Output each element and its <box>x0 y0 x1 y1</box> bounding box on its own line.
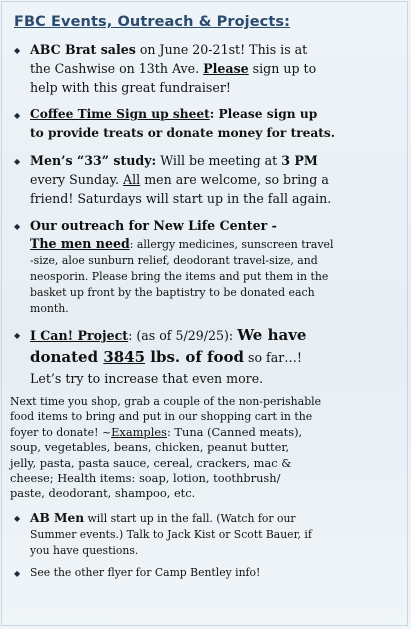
brat-sales-location: the Cashwise on 13th Ave. <box>30 61 204 76</box>
coffee-time-signup-link[interactable]: Coffee Time Sign up sheet <box>30 107 210 121</box>
mens-study-sunday: every Sunday. <box>30 172 124 187</box>
diamond-bullet-icon: ◆ <box>14 331 21 340</box>
list-item-camp-bentley <box>10 565 405 581</box>
new-life-line-4: neosporin. Please bring the items and put them in the <box>30 270 329 283</box>
mens-study-all: All <box>123 172 141 187</box>
mens-study-heading: Men’s “33” study: <box>30 153 157 168</box>
i-can-we-have: We have <box>237 326 307 344</box>
paragraph-line-4: soup, vegetables, beans, chicken, peanut butter, <box>10 440 290 455</box>
diamond-bullet-icon: ◆ <box>14 46 21 55</box>
new-life-line-3: -size, aloe sunburn relief, deodorant travel-size, and <box>30 254 318 267</box>
paragraph-line-7: paste, deodorant, shampoo, etc. <box>10 486 196 501</box>
paragraph-line-3-start: foyer to donate! ~ <box>10 425 112 439</box>
list-item-brat-sales <box>10 40 405 97</box>
new-life-heading: Our outreach for New Life Center - <box>30 218 277 233</box>
list-item-new-life <box>10 216 405 317</box>
i-can-donated: donated <box>30 348 104 366</box>
coffee-time-line-2: to provide treats or donate money for treats. <box>30 126 336 140</box>
list-item-i-can-project <box>10 325 405 388</box>
paragraph-line-6: cheese; Health items: soap, lotion, toothbrush/ <box>10 471 281 486</box>
diamond-bullet-icon: ◆ <box>14 157 21 166</box>
brat-sales-closing: help with this great fundraiser! <box>30 80 231 95</box>
donation-paragraph <box>10 394 405 502</box>
please-signup-link[interactable]: Please <box>203 61 249 76</box>
i-can-increase: Let’s try to increase that even more. <box>30 371 264 386</box>
mens-study-line-3: friend! Saturdays will start up in the fall again. <box>30 191 332 206</box>
diamond-bullet-icon: ◆ <box>14 568 21 578</box>
paragraph-line-1: Next time you shop, grab a couple of the non-perishable <box>10 395 322 408</box>
ab-men-line-3: you have questions. <box>30 543 139 557</box>
examples-label: Examples <box>111 424 167 439</box>
brat-sales-heading: ABC Brat sales <box>30 42 136 57</box>
mens-study-text: Will be meeting at <box>156 153 282 168</box>
coffee-time-text: : Please sign up <box>209 107 318 121</box>
new-life-line-6: month. <box>30 302 69 315</box>
new-life-men-need: The men need <box>30 236 130 251</box>
flyer-content <box>10 14 405 590</box>
mens-study-welcome: men are welcome, so bring a <box>140 172 329 187</box>
camp-bentley-text: See the other flyer for Camp Bentley info! <box>30 565 261 579</box>
new-life-line-5: basket up front by the baptistry to be donated each <box>30 286 315 299</box>
i-can-date: : (as of 5/29/25): <box>128 328 238 343</box>
list-item-mens-study <box>10 151 405 208</box>
paragraph-line-2: food items to bring and put in our shopping cart in the <box>10 410 313 424</box>
i-can-project-link[interactable]: I Can! Project <box>30 328 129 343</box>
diamond-bullet-icon: ◆ <box>14 222 21 231</box>
ab-men-text: will start up in the fall. (Watch for our <box>84 511 296 525</box>
diamond-bullet-icon: ◆ <box>14 111 21 120</box>
i-can-so-far: so far…! <box>244 350 302 365</box>
ab-men-line-2: Summer events.) Talk to Jack Kist or Scott Bauer, if <box>30 527 312 541</box>
list-item-ab-men <box>10 510 405 559</box>
brat-sales-signup-text: sign up to <box>248 61 317 76</box>
i-can-lbs-food: lbs. of food <box>145 348 244 366</box>
diamond-bullet-icon: ◆ <box>14 513 21 523</box>
ab-men-heading: AB Men <box>30 510 85 525</box>
page-title: FBC Events, Outreach & Projects: <box>14 14 290 30</box>
brat-sales-text: on June 20-21st! This is at <box>135 42 308 57</box>
list-item-coffee-time <box>10 105 405 143</box>
paragraph-line-3-end: : Tuna (Canned meats), <box>166 424 303 439</box>
paragraph-line-5: jelly, pasta, pasta sauce, cereal, crackers, mac & <box>10 455 292 470</box>
i-can-amount: 3845 <box>103 348 146 366</box>
new-life-needs-text: : allergy medicines, sunscreen travel <box>129 238 334 251</box>
mens-study-time: 3 PM <box>281 153 318 168</box>
